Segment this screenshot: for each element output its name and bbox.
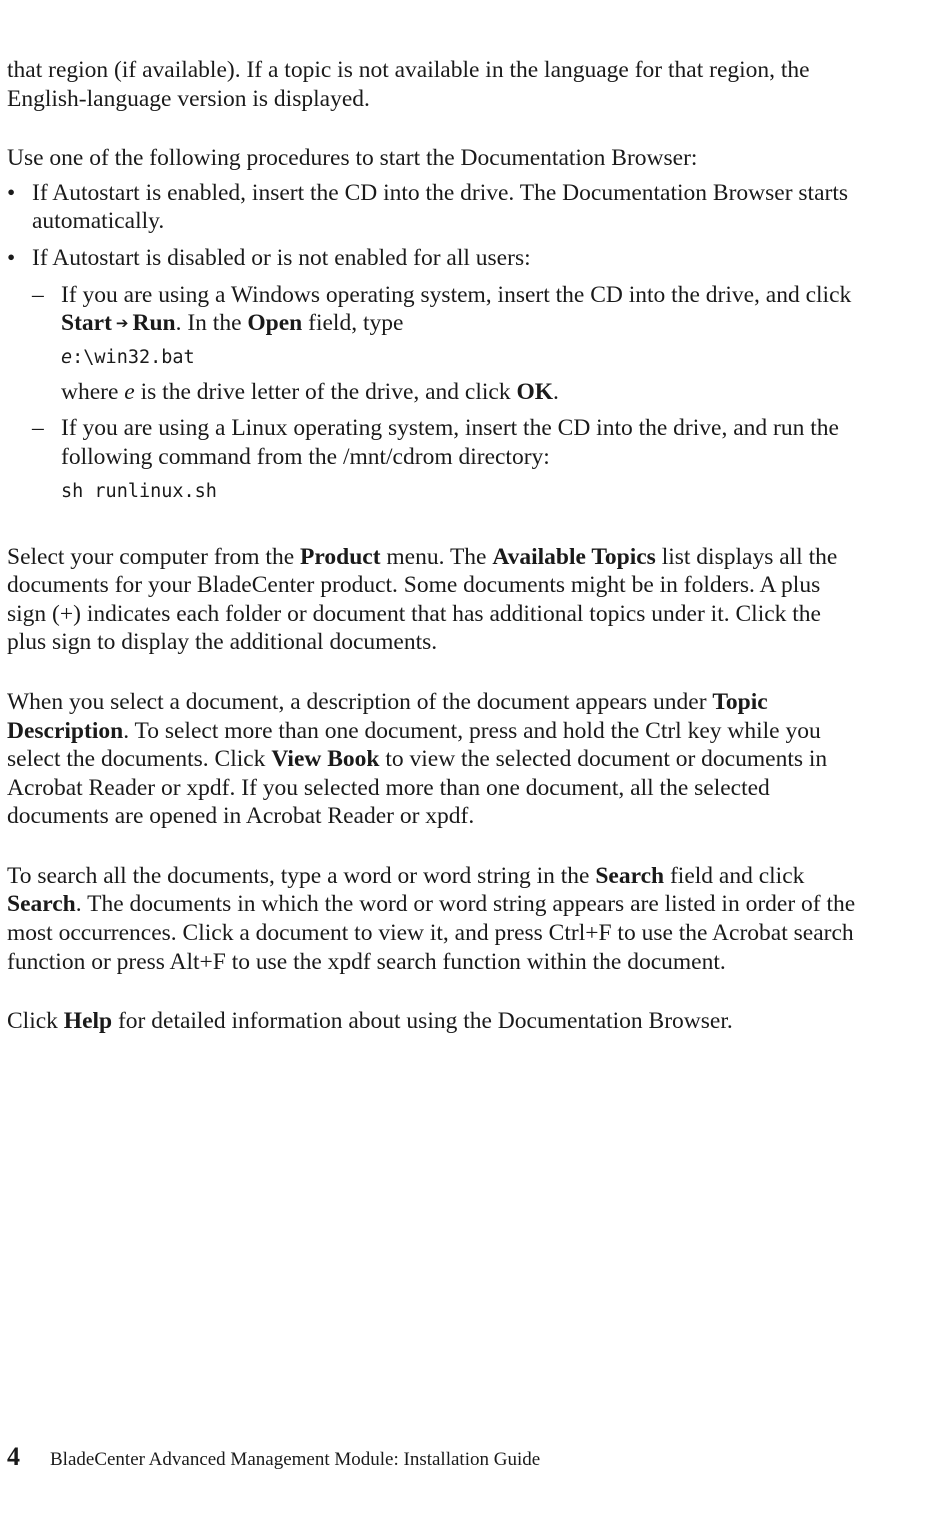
linux-command: sh runlinux.sh: [61, 480, 217, 502]
search-button-label: Search: [7, 891, 76, 918]
product-menu-label: Product: [300, 543, 381, 570]
select-paragraph: When you select a document, a description of the document appears under Topic Description. To select more than one document, press and hold the Ctrl key while you select the documents. Click View Book to view the selected document or documents in Acrobat Reader or xpdf. If you selected more than one document, all the selected documents are opened in Acrobat Reader or xpdf.: [7, 688, 828, 830]
arrow-right-icon: ➔: [115, 314, 129, 333]
product-paragraph: Select your computer from the Product menu. The Available Topics list displays all the documents for your BladeCenter product. Some documents might be in folders. A plus sign (+) indicates each folder or document that has additional topics under it. Click the plus sign to display the additional documents.: [7, 543, 838, 656]
intro-paragraph: that region (if available). If a topic is not available in the language for that region, the English-language version is displayed.: [7, 57, 810, 112]
windows-procedure: – If you are using a Windows operating system, insert the CD into the drive, and click Start ➔ Run. In the Open field, type e:\win32.bat where e is the drive letter of the drive, and click OK.: [32, 281, 857, 407]
start-menu-label: Start: [61, 310, 112, 337]
run-menu-label: Run: [132, 310, 176, 337]
page-number: 4: [7, 1442, 20, 1471]
search-field-label: Search: [595, 862, 665, 889]
page-footer: [7, 1442, 540, 1472]
procedures-lead: Use one of the following procedures to start the Documentation Browser:: [7, 145, 698, 172]
linux-procedure: – If you are using a Linux operating system, insert the CD into the drive, and run the following command from the /mnt/cdrom directory: sh runlinux.sh: [32, 414, 857, 503]
windows-command: e:\win32.bat: [61, 346, 195, 368]
document-title: BladeCenter Advanced Management Module: Installation Guide: [50, 1449, 541, 1470]
os-procedures-list: [32, 281, 857, 504]
help-button-label: Help: [63, 1008, 113, 1035]
ok-button-label: OK: [516, 378, 554, 405]
help-paragraph: Click Help for detailed information about using the Documentation Browser.: [7, 1008, 733, 1035]
document-body: [7, 56, 857, 1067]
topic-description-label: Topic Description: [7, 688, 768, 744]
available-topics-label: Available Topics: [492, 543, 656, 570]
procedures-list: [7, 179, 857, 504]
search-paragraph: To search all the documents, type a word or word string in the Search field and click Search. The documents in which the word or word string appears are listed in order of the most occurrences. Click a document to view it, and press Ctrl+F to use the Acrobat search function or press Alt+F to use the xpdf search function within the document.: [7, 862, 856, 975]
open-field-label: Open: [247, 310, 303, 337]
bullet-autostart-disabled: • If Autostart is disabled or is not enabled for all users: – If you are using a Windows operating system, insert the CD into the drive, and click Start ➔ Run. In the Open field, type e:\win32.bat where e is the drive letter of the drive, and click OK. – If you are using a Linux operating system, insert the CD into the drive, and run the following command from the /mnt/cdrom directory: sh runlinux.sh: [7, 244, 857, 504]
view-book-label: View Book: [271, 746, 380, 773]
bullet-autostart-enabled: • If Autostart is enabled, insert the CD into the drive. The Documentation Browser starts automatically.: [7, 179, 857, 236]
